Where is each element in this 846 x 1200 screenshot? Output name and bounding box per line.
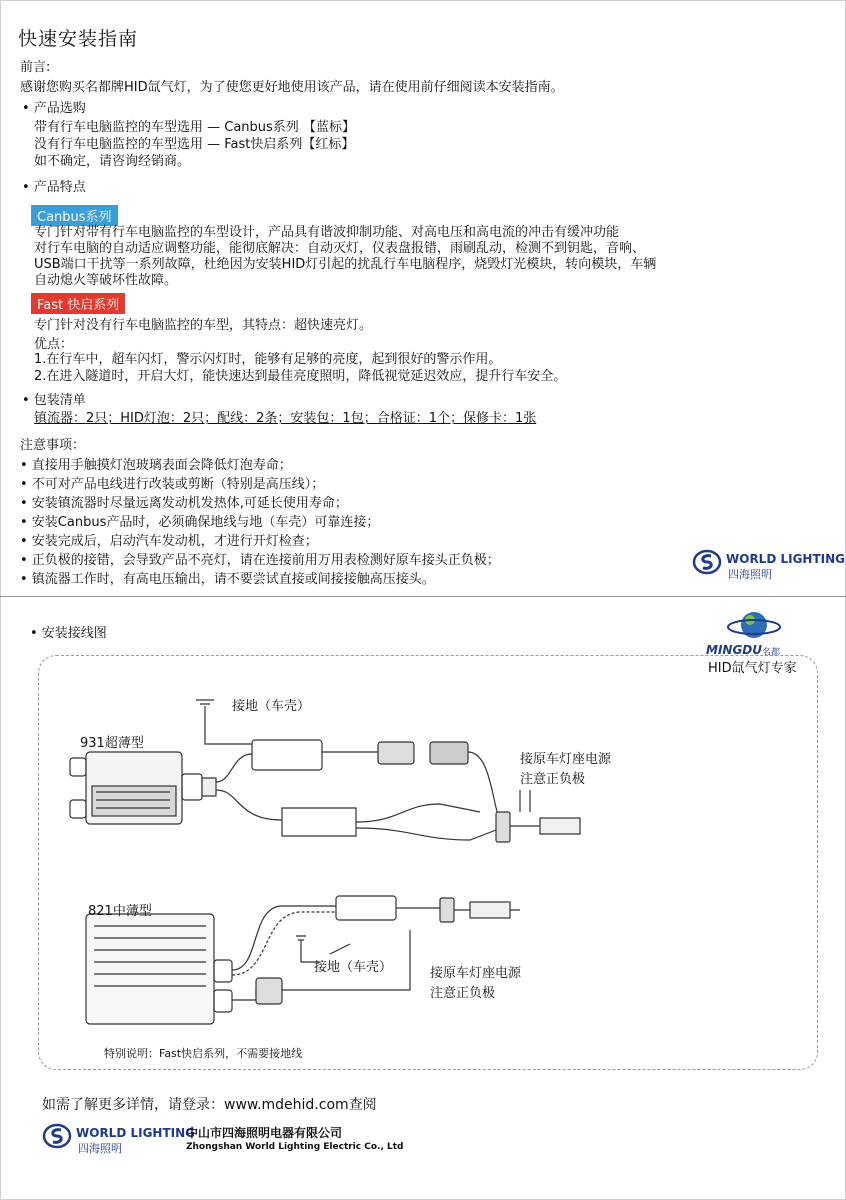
selection-line: 带有行车电脑监控的车型选用 — Canbus系列 【蓝标】	[34, 120, 355, 135]
package-contents: 镇流器：2只；HID灯泡：2只；配线：2条；安装包：1包；合格证：1个；保修卡：1张	[34, 411, 537, 426]
advantage-item: 1.在行车中，超车闪灯，警示闪灯时，能够有足够的亮度，起到很好的警示作用。	[34, 352, 502, 367]
company-name-cn: 中山市四海照明电器有限公司	[186, 1126, 343, 1140]
world-lighting-logo-footer	[42, 1122, 72, 1154]
more-info-text: 如需了解更多详情，请登录：www.mdehid.com查阅	[42, 1097, 377, 1113]
ballast-931	[70, 752, 216, 824]
power-label-821: 接原车灯座电源	[430, 966, 522, 981]
fast-text: 专门针对没有行车电脑监控的车型，其特点：超快速亮灯。	[34, 318, 373, 333]
canbus-text-line: USB端口干扰等一系列故障，杜绝因为安装HID灯引起的扰乱行车电脑程序，烧毁灯光模块，转向模块，车辆	[34, 257, 657, 272]
preface-text: 感谢您购买名都牌HID氙气灯，为了使您更好地使用该产品，请在使用前仔细阅读本安装指南。	[20, 80, 564, 95]
note-item: • 安装完成后，启动汽车发动机，才进行开灯检查；	[20, 534, 318, 549]
selection-heading: • 产品选购	[22, 101, 86, 116]
canbus-tag: Canbus系列	[31, 205, 118, 226]
model-821-label: 821中薄型	[88, 904, 152, 919]
canbus-text-line: 自动熄火等破坏性故障。	[34, 273, 178, 288]
company-name-en: Zhongshan World Lighting Electric Co., Ltd	[186, 1142, 404, 1152]
page-title: 快速安装指南	[18, 28, 139, 50]
world-lighting-emblem-icon	[42, 1122, 72, 1150]
advantage-item: 2.在进入隧道时，开启大灯，能快速达到最佳亮度照明，降低视觉延迟效应，提升行车安全。	[34, 369, 567, 384]
advantages-heading: 优点：	[34, 337, 74, 352]
mingdu-sub: 名都	[762, 648, 781, 658]
ballast-821	[86, 914, 232, 1024]
world-lighting-cn: 四海照明	[728, 568, 772, 581]
notes-heading: 注意事项：	[20, 438, 86, 453]
special-note: 特别说明：Fast快启系列，不需要接地线	[104, 1047, 303, 1060]
features-heading: • 产品特点	[22, 180, 86, 195]
ground-label-931: 接地（车壳）	[232, 699, 311, 714]
note-item: • 不可对产品电线进行改装或剪断（特别是高压线）；	[20, 477, 325, 492]
world-lighting-cn-footer: 四海照明	[78, 1142, 122, 1155]
selection-line: 没有行车电脑监控的车型选用 — Fast快启系列【红标】	[34, 137, 355, 152]
polarity-label-931: 注意正负极	[520, 772, 586, 787]
note-item: • 镇流器工作时，有高电压输出，请不要尝试直接或间接接触高压接头。	[20, 572, 435, 587]
canbus-text-line: 对行车电脑的自动适应调整功能，能彻底解决：自动灭灯，仪表盘报错，雨刷乱动，检测不到钥匙，音响、	[34, 241, 646, 256]
fast-tag: Fast 快启系列	[31, 293, 125, 314]
note-item: • 直接用手触摸灯泡玻璃表面会降低灯泡寿命；	[20, 458, 292, 473]
mingdu-slogan: HID氙气灯专家	[708, 661, 797, 676]
model-931-label: 931超薄型	[80, 736, 144, 751]
canbus-text-line: 专门针对带有行车电脑监控的车型设计，产品具有谐波抑制功能、对高电压和高电流的冲击有缓冲功能	[34, 225, 620, 240]
preface-heading: 前言:	[20, 60, 51, 75]
note-item: • 安装Canbus产品时，必须确保地线与地（车壳）可靠连接；	[20, 515, 380, 530]
world-lighting-text: WORLD LIGHTING	[726, 552, 846, 566]
package-heading: • 包装清单	[22, 393, 86, 408]
power-label-931: 接原车灯座电源	[520, 752, 612, 767]
note-item: • 正负极的接错，会导致产品不亮灯，请在连接前用万用表检测好原车接头正负极；	[20, 553, 500, 568]
note-item: • 安装镇流器时尽量远离发动机发热体,可延长使用寿命；	[20, 496, 348, 511]
polarity-label-821: 注意正负极	[430, 986, 496, 1001]
selection-line: 如不确定，请咨询经销商。	[34, 154, 191, 169]
mingdu-text: MINGDU	[706, 643, 763, 657]
ground-label-821: 接地（车壳）	[314, 960, 393, 975]
world-lighting-text-footer: WORLD LIGHTING	[76, 1126, 196, 1140]
wiring-heading: • 安装接线图	[30, 626, 107, 641]
